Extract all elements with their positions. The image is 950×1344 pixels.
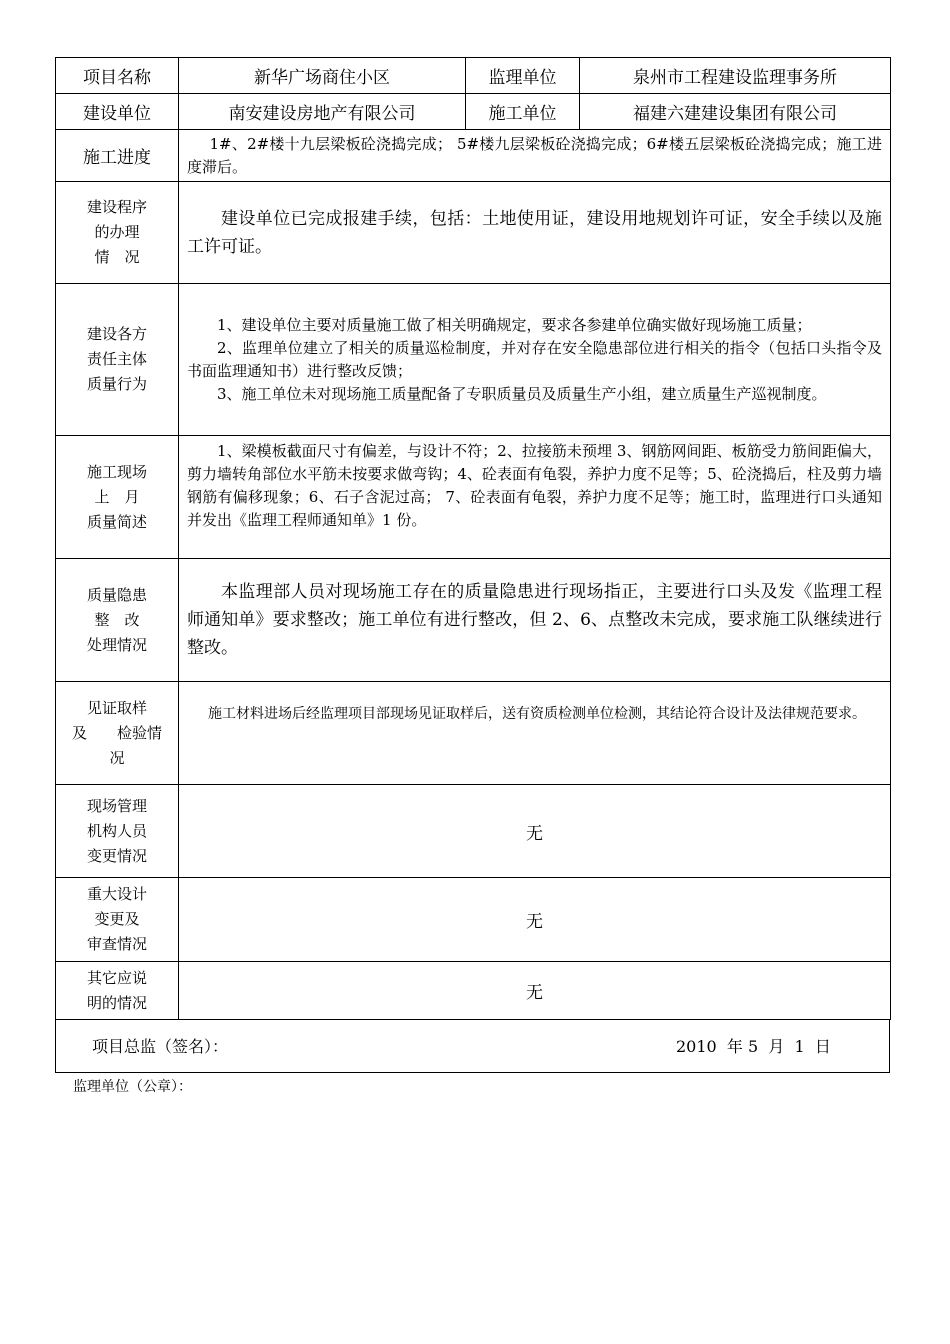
label-line: 处理情况 [86,635,147,654]
row-design-change [56,878,891,962]
quality-behavior-label [56,284,179,436]
personnel-change-value: 无 [179,785,891,878]
label-line: 施工现场 [86,462,147,481]
personnel-change-label [56,785,179,878]
label-line: 明的情况 [86,993,147,1012]
other-value: 无 [179,962,891,1020]
label-line: 的办理 [94,223,140,241]
procedure-text: 建设单位已完成报建手续，包括：土地使用证，建设用地规划许可证，安全手续以及施工许可证。 [179,182,891,284]
label-line: 况 [109,748,125,767]
contractor-value: 福建六建建设集团有限公司 [580,94,891,130]
label-line: 上 月 [94,487,140,506]
row-site-quality [56,436,891,559]
row-hazard [56,559,891,682]
report-table [55,57,891,1020]
row-units [56,94,891,130]
seal-label: 监理单位（公章）： [73,1079,192,1095]
row-other [56,962,891,1020]
label-line: 及 检验情 [71,723,162,742]
site-quality-text: 1、梁模板截面尺寸有偏差，与设计不符；2、拉接筋未预埋 3、钢筋网间距、板筋受力筋间距偏大，剪力墙转角部位水平筋未按要求做弯钩；4、砼表面有龟裂，养护力度不足等；5、砼浇捣后，柱及剪力墙钢筋有偏移现象；6、石子含泥过高； 7、砼表面有龟裂，养护力度不足等；施工时，监理进行口头通知并发出《监理工程师通知单》1 份。 [179,436,891,559]
label-line: 重大设计 [86,885,147,903]
procedure-label [56,182,179,284]
row-project [56,58,891,94]
label-line: 责任主体 [86,350,147,368]
hazard-label [56,559,179,682]
hazard-text: 本监理部人员对现场施工存在的质量隐患进行现场指正，主要进行口头及发《监理工程师通知单》要求整改；施工单位有进行整改，但 2、6、点整改未完成，要求施工队继续进行整改。 [179,559,891,682]
other-label [56,962,179,1020]
sampling-text: 施工材料进场后经监理项目部现场见证取样后，送有资质检测单位检测，其结论符合设计及法律规范要求。 [179,682,891,785]
construction-owner-value: 南安建设房地产有限公司 [179,94,466,130]
quality-behavior-item: 3、施工单位未对现场施工质量配备了专职质量员及质量生产小组，建立质量生产巡视制度。 [217,384,827,403]
row-sampling [56,682,891,785]
label-line: 质量行为 [86,375,147,393]
progress-text: 1#、2#楼十九层梁板砼浇捣完成； 5#楼九层梁板砼浇捣完成；6#楼五层梁板砼浇捣完成；施工进度滞后。 [179,130,891,182]
design-change-value: 无 [179,878,891,962]
project-name-value: 新华广场商住小区 [179,58,466,94]
label-line: 质量隐患 [86,585,147,604]
label-line: 整 改 [94,610,140,629]
supervision-unit-value: 泉州市工程建设监理事务所 [580,58,891,94]
label-line: 情 况 [94,248,140,266]
label-line: 变更情况 [86,846,147,865]
project-name-label: 项目名称 [56,58,179,94]
label-line: 审查情况 [86,935,147,953]
site-quality-label [56,436,179,559]
quality-behavior-text [179,284,891,436]
supervision-unit-label: 监理单位 [466,58,580,94]
label-line: 见证取样 [86,698,147,717]
label-line: 机构人员 [86,821,147,840]
contractor-label: 施工单位 [466,94,580,130]
report-sheet [55,57,890,1073]
construction-owner-label: 建设单位 [56,94,179,130]
row-procedure [56,182,891,284]
signature-label: 项目总监（签名）： [92,1037,229,1056]
sampling-label [56,682,179,785]
design-change-label [56,878,179,962]
quality-behavior-item: 1、建设单位主要对质量施工做了相关明确规定，要求各参建单位确实做好现场施工质量； [217,315,812,334]
quality-behavior-item: 2、监理单位建立了相关的质量巡检制度，并对存在安全隐患部位进行相关的指令（包括口头指令及书面监理通知书）进行整改反馈； [187,338,882,380]
row-progress [56,130,891,182]
label-line: 建设程序 [86,198,147,216]
label-line: 其它应说 [86,968,147,987]
label-line: 建设各方 [86,325,147,343]
row-quality-behavior [56,284,891,436]
label-line: 现场管理 [86,796,147,815]
row-personnel-change [56,785,891,878]
signature-date: 2010 年 5 月 1 日 [676,1037,831,1056]
label-line: 变更及 [94,910,140,928]
label-line: 质量简述 [86,512,147,531]
signature-row [55,1020,890,1073]
progress-label: 施工进度 [56,130,179,182]
